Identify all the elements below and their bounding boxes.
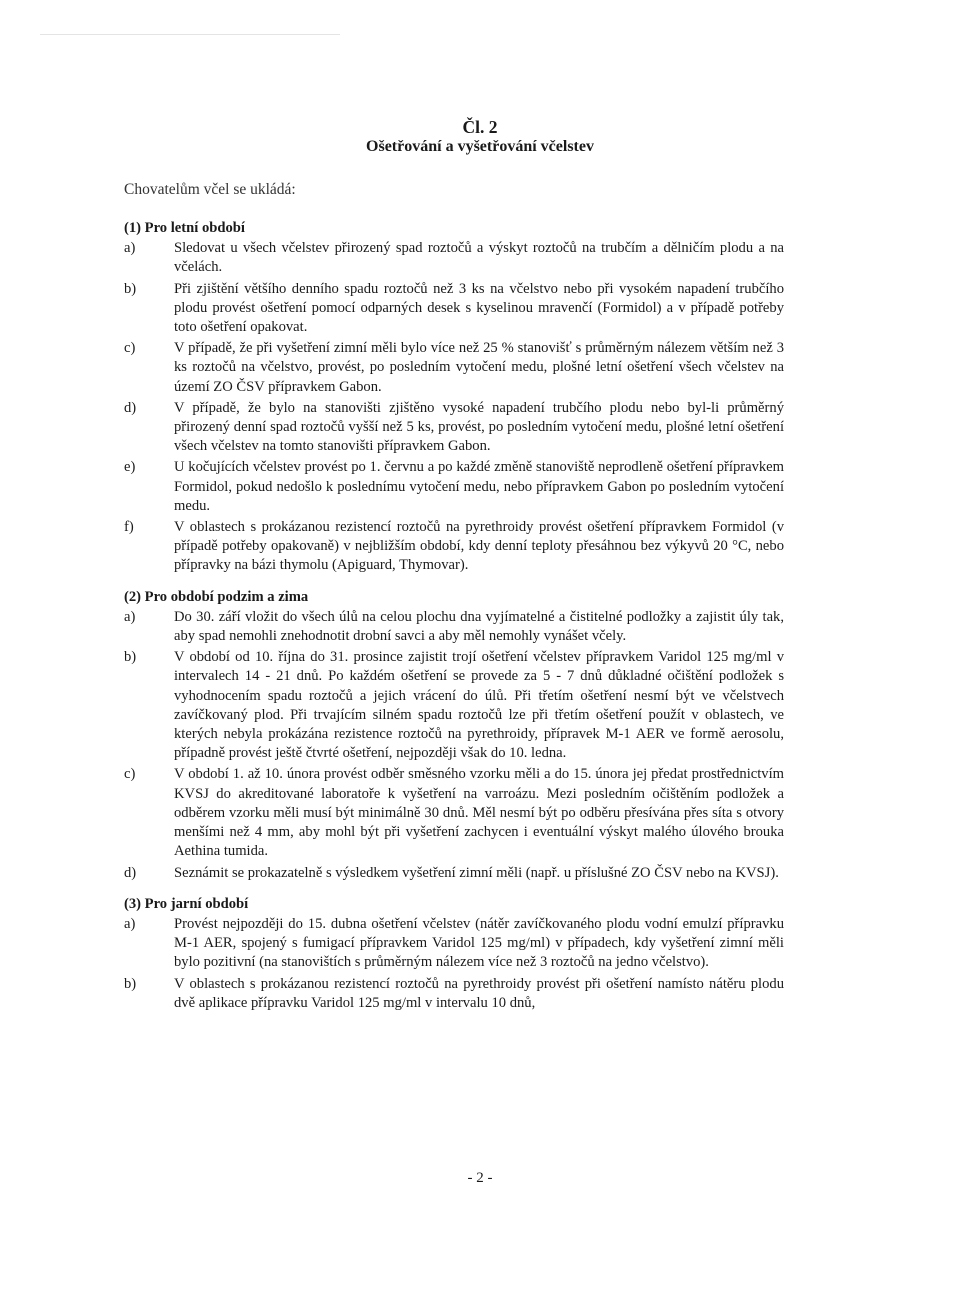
section-spring	[124, 895, 784, 1013]
list-item	[124, 915, 784, 973]
item-label: a)	[124, 608, 136, 625]
item-text: U kočujících včelstev provést po 1. červnu a po každé změně stanoviště neprodleně ošetření přípravkem Formidol, pokud nedošlo k poslednímu vytočení medu, nebo přípravkem Gabon po posledním vytočení medu.	[174, 459, 784, 514]
document-body	[124, 219, 784, 1025]
item-label: b)	[124, 280, 137, 297]
list-item	[124, 648, 784, 763]
item-label: d)	[124, 399, 137, 416]
section-title: (3) Pro jarní období	[124, 895, 249, 912]
item-text: V oblastech s prokázanou rezistencí roztočů na pyrethroidy provést při ošetření namísto nátěru plodu dvě aplikace přípravku Varidol 125 mg/ml v intervalu 10 dnů,	[174, 975, 784, 1011]
article-number: Čl. 2	[462, 117, 498, 137]
list-item	[124, 765, 784, 861]
item-text: V případě, že bylo na stanovišti zjištěno vysoké napadení trubčího plodu nebo byl-li průměrný přirozený denní spad roztočů vyšší než 5 ks, provést, po posledním vytočení medu, plošné letní ošetření všech včelstev na tomto stanovišti přípravkem Gabon.	[174, 399, 784, 455]
list-item	[124, 239, 784, 277]
list-item	[124, 339, 784, 397]
list-item	[124, 458, 784, 516]
scan-artifact-line	[40, 34, 340, 35]
section-autumn-winter	[124, 588, 784, 883]
item-label: a)	[124, 240, 136, 257]
list-item	[124, 608, 784, 646]
item-label: d)	[124, 864, 137, 881]
intro-text: Chovatelům včel se ukládá:	[124, 181, 296, 198]
item-text: V případě, že při vyšetření zimní měli bylo více než 25 % stanovišť s průměrným nálezem větším než 3 ks roztočů na včelstvo, provést, po posledním vytočení medu, plošné letní ošetření všech včelstev na území ZO ČSV přípravkem Gabon.	[174, 340, 784, 395]
list-item	[124, 975, 784, 1013]
item-label: a)	[124, 915, 136, 932]
item-text: Provést nejpozději do 15. dubna ošetření včelstev (nátěr zavíčkovaného plodu vodní emulzí přípravku M-1 AER, spojený s fumigací přípravkem Varidol 125 mg/ml) v případech, kdy vyšetření zimní měli bylo pozitivní (na stanovištích s průměrným nálezem více než 3 roztočů na jedno včelstvo).	[174, 915, 784, 971]
item-label: f)	[124, 519, 134, 536]
section-summer	[124, 219, 784, 576]
page-number: - 2 -	[467, 1170, 493, 1186]
list-item	[124, 399, 784, 457]
item-text: Seznámit se prokazatelně s výsledkem vyšetření zimní měli (např. u příslušné ZO ČSV nebo na KVSJ).	[174, 864, 779, 881]
item-label: c)	[124, 340, 136, 357]
item-text: Sledovat u všech včelstev přirozený spad roztočů a výskyt roztočů na trubčím a dělničím plodu a na včelách.	[174, 240, 784, 276]
section-title: (1) Pro letní období	[124, 220, 245, 236]
list-item	[124, 280, 784, 338]
item-label: b)	[124, 649, 137, 666]
item-label: e)	[124, 459, 136, 476]
article-title: Ošetřování a vyšetřování včelstev	[366, 138, 594, 155]
section-title: (2) Pro období podzim a zima	[124, 588, 309, 605]
item-text: V oblastech s prokázanou rezistencí roztočů na pyrethroidy provést ošetření přípravkem Formidol (v případě potřeby opakovaně) v nejbližším období, kdy denní teploty přesáhnou bez výkyvů 20 °C, nebo přípravky na bázi thymolu (Apiguard, Thymovar).	[174, 519, 784, 574]
item-text: V období od 10. října do 31. prosince zajistit trojí ošetření včelstev přípravkem Varidol 125 mg/ml v intervalech 14 - 21 dnů. Po každém ošetření se provede za 5 - 7 dnů důkladné očištění podložek s vyhodnocením spadu roztočů a jejich vrácení do úlů. Při třetím ošetření nesmí být ve včelstvech zavíčkovaný plod. Při trvajícím silném spadu roztočů lze při třetím ošetření použít v oblastech, ve kterých nebyla prokázána rezistence roztočů na pyrethroidy, přípravek M-1 AER ve formě aerosolu, případně provést ještě čtvrté ošetření, nejpozději však do 10. ledna.	[174, 649, 784, 762]
item-text: V období 1. až 10. února provést odběr směsného vzorku měli a do 15. února jej předat prostřednictvím KVSJ do akreditované laboratoře k vyšetření na varroázu. Mezi posledním očištěním podložek a odběrem vzorku měli musí být minimálně 30 dnů. Měl nesmí být po odběru přesívána přes síta s otvory menšími než 4 mm, aby mohl být při vyšetření zachycen i eventuální výskyt malého úlového brouka Aethina tumida.	[174, 766, 784, 860]
item-label: b)	[124, 975, 137, 992]
item-text: Při zjištění většího denního spadu roztočů než 3 ks na včelstvo nebo při vysokém napadení trubčího plodu provést ošetření pomocí odparných desek s kyselinou mravenčí (Formidol) a v případě potřeby toto ošetření opakovat.	[174, 280, 784, 336]
item-label: c)	[124, 766, 136, 783]
list-item	[124, 518, 784, 576]
list-item	[124, 864, 784, 883]
item-text: Do 30. září vložit do všech úlů na celou plochu dna vyjímatelné a čistitelné podložky a zajistit úly tak, aby spad nemohli znehodnotit drobní savci a aby měl nemohly vynášet včely.	[174, 608, 784, 645]
